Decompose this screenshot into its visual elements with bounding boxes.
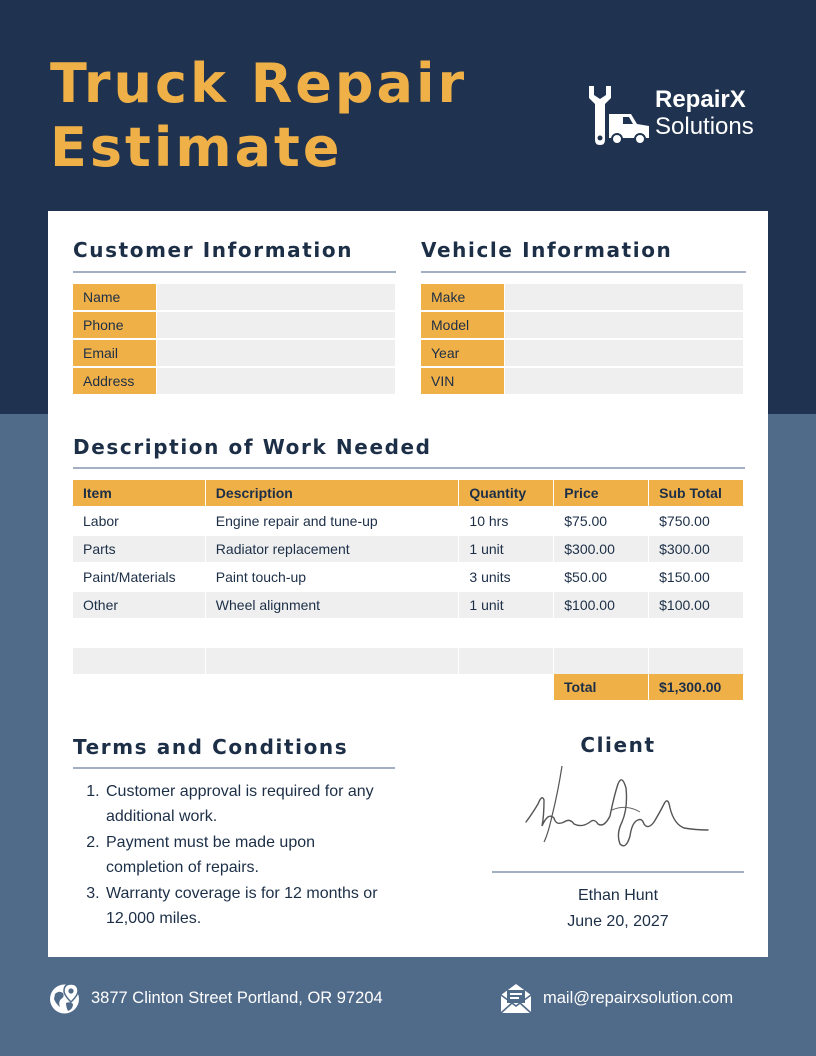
table-cell: [554, 620, 648, 646]
terms-item: 3. Warranty coverage is for 12 months or 12,000 miles.: [104, 881, 388, 931]
wrench-truck-icon: [583, 82, 653, 146]
vehicle-row-year: [421, 340, 743, 366]
table-cell: [206, 648, 459, 674]
customer-info-rule: [73, 271, 396, 273]
table-row: [73, 508, 743, 534]
table-cell: Labor: [83, 513, 119, 529]
client-title: Client: [580, 733, 656, 757]
table-row-empty: [73, 648, 743, 674]
vehicle-vin-input[interactable]: [505, 368, 743, 394]
customer-address-input[interactable]: [157, 368, 395, 394]
total-label: Total: [554, 674, 648, 700]
company-logo: [583, 82, 763, 146]
vehicle-info-rule: [421, 271, 746, 273]
table-header-row: [73, 480, 743, 506]
customer-row-email: [73, 340, 395, 366]
column-header: Price: [554, 480, 648, 506]
title-line-2: Estimate: [50, 116, 343, 179]
table-cell: [649, 648, 743, 674]
table-cell: Parts: [73, 536, 205, 562]
table-cell: [206, 620, 459, 646]
table-cell: $150.00: [659, 569, 710, 585]
terms-item: 1. Customer approval is required for any additional work.: [104, 779, 388, 829]
table-cell: 1 unit: [459, 536, 553, 562]
table-row: [73, 592, 743, 618]
vehicle-info-table: [421, 284, 743, 396]
field-label: Name: [73, 284, 156, 310]
table-cell: Wheel alignment: [206, 592, 459, 618]
document-title: [50, 52, 467, 180]
table-cell: Engine repair and tune-up: [215, 513, 378, 529]
customer-row-name: [73, 284, 395, 310]
customer-phone-input[interactable]: [157, 312, 395, 338]
customer-info-table: [73, 284, 395, 396]
footer-address: [48, 982, 383, 1015]
customer-row-address: [73, 368, 395, 394]
field-label: Year: [421, 340, 504, 366]
logo-text: [655, 86, 754, 140]
table-cell: [554, 648, 648, 674]
table-cell: $100.00: [649, 592, 743, 618]
table-cell: [459, 620, 553, 646]
terms-rule: [73, 767, 395, 769]
table-cell: 1 unit: [459, 592, 553, 618]
table-cell: $300.00: [649, 536, 743, 562]
column-header: Item: [73, 480, 205, 506]
address-text: 3877 Clinton Street Portland, OR 97204: [91, 989, 383, 1007]
vehicle-row-vin: [421, 368, 743, 394]
vehicle-model-input[interactable]: [505, 312, 743, 338]
signature-line: [492, 871, 744, 873]
table-cell: [459, 648, 553, 674]
work-table: [73, 480, 743, 676]
table-cell: Paint/Materials: [83, 569, 176, 585]
customer-row-phone: [73, 312, 395, 338]
terms-title: Terms and Conditions: [73, 735, 349, 759]
vehicle-year-input[interactable]: [505, 340, 743, 366]
table-cell: [649, 620, 743, 646]
total-row: [554, 674, 743, 700]
field-label: Model: [421, 312, 504, 338]
column-header: Description: [206, 480, 459, 506]
table-cell: $300.00: [554, 536, 648, 562]
work-rule: [73, 467, 745, 469]
terms-item: 2. Payment must be made upon completion of repairs.: [104, 830, 388, 880]
field-label: Make: [421, 284, 504, 310]
table-cell: Other: [73, 592, 205, 618]
table-cell: $50.00: [564, 569, 608, 585]
field-label: Phone: [73, 312, 156, 338]
email-link[interactable]: mail@repairxsolution.com: [543, 989, 734, 1007]
estimate-card: [48, 211, 768, 957]
vehicle-row-model: [421, 312, 743, 338]
table-cell: $750.00: [659, 513, 710, 529]
table-cell: 10 hrs: [469, 513, 509, 529]
table-cell: 3 units: [469, 569, 511, 585]
column-header: Sub Total: [649, 480, 743, 506]
vehicle-row-make: [421, 284, 743, 310]
logo-line-2: Solutions: [655, 113, 754, 140]
terms-list: [88, 779, 388, 932]
vehicle-make-input[interactable]: [505, 284, 743, 310]
table-cell: [73, 620, 205, 646]
table-row: [73, 536, 743, 562]
title-line-1: Truck Repair: [50, 52, 468, 115]
table-row: [73, 564, 743, 590]
envelope-icon: [499, 982, 533, 1015]
field-label: Address: [73, 368, 156, 394]
client-date: June 20, 2027: [567, 913, 669, 930]
customer-email-input[interactable]: [157, 340, 395, 366]
column-header: Quantity: [459, 480, 553, 506]
work-title: Description of Work Needed: [73, 435, 432, 459]
table-row-empty: [73, 620, 743, 646]
globe-pin-icon: [48, 982, 81, 1015]
field-label: Email: [73, 340, 156, 366]
table-cell: $100.00: [554, 592, 648, 618]
table-cell: [73, 648, 205, 674]
client-signature: [522, 764, 712, 854]
customer-name-input[interactable]: [157, 284, 395, 310]
customer-info-title: Customer Information: [73, 238, 354, 262]
table-cell: Paint touch-up: [215, 569, 307, 585]
table-cell: $75.00: [564, 513, 608, 529]
field-label: VIN: [421, 368, 504, 394]
client-details: [492, 883, 744, 935]
footer-email: [499, 982, 733, 1015]
client-name: Ethan Hunt: [577, 887, 659, 904]
logo-line-1: RepairX: [655, 86, 746, 113]
table-cell: Radiator replacement: [206, 536, 459, 562]
vehicle-info-title: Vehicle Information: [421, 238, 673, 262]
total-value: $1,300.00: [649, 674, 743, 700]
